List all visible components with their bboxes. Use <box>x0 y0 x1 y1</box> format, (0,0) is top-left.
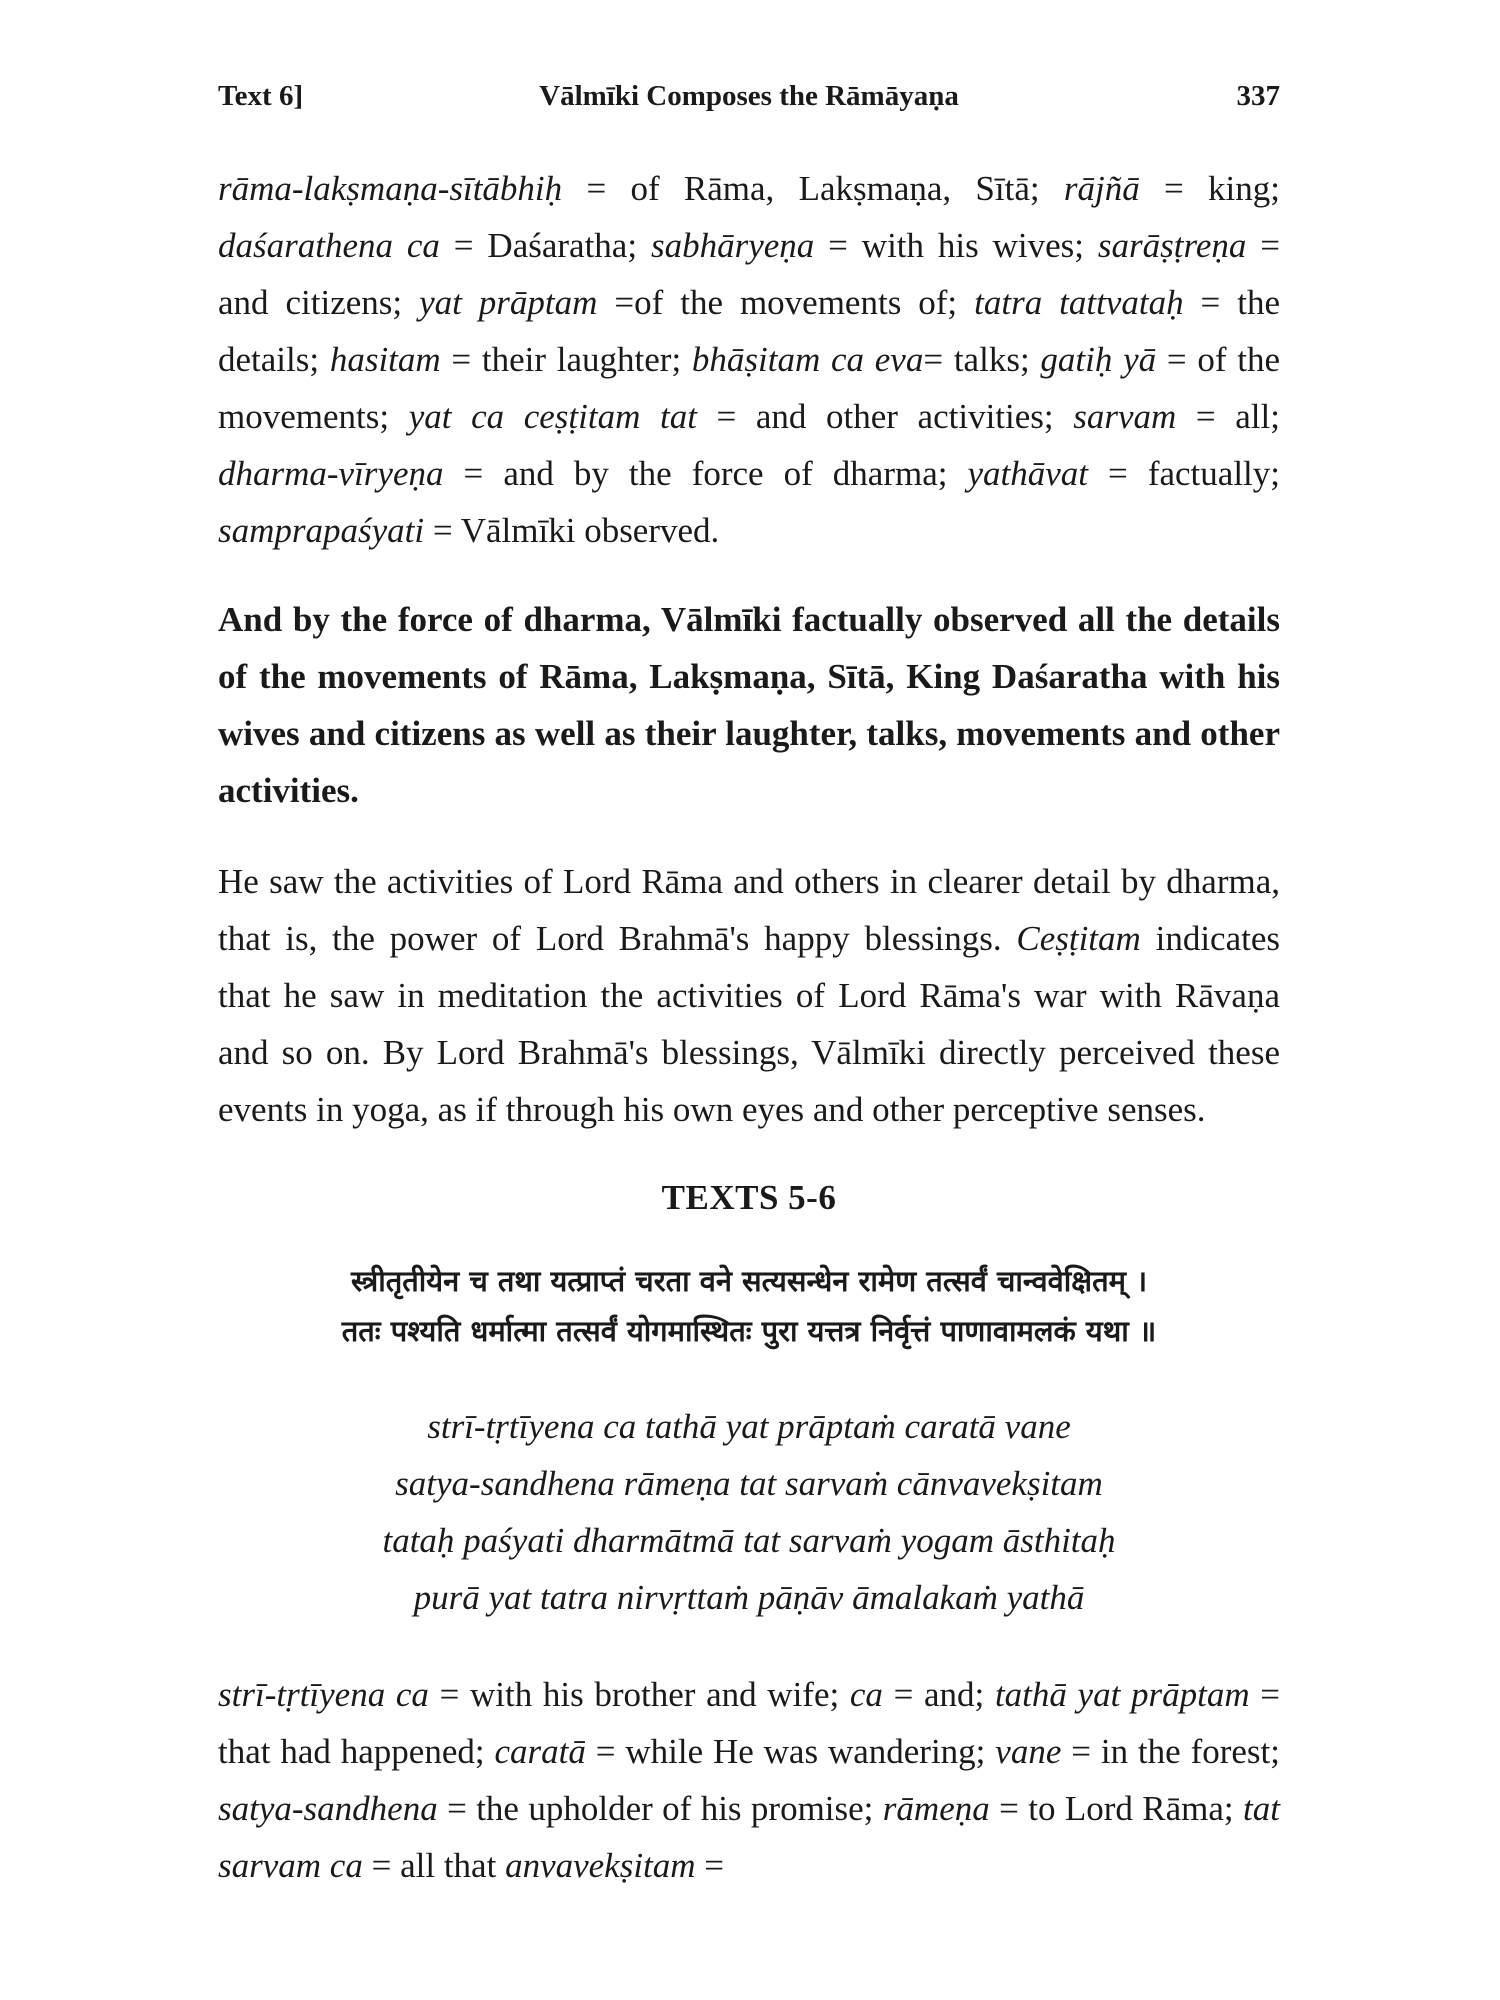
sanskrit-term: satya-sandhena <box>218 1789 438 1828</box>
sanskrit-term: sabhāryeṇa <box>650 226 815 265</box>
gloss-text: indicates that he saw in meditation the activities of Lord Rāma's war with Rāvaṇa and so on. By Lord Brahmā's blessings, Vālmīki directly perceived these events in yoga, as if through his own eyes and other perceptive senses. <box>218 919 1280 1129</box>
sanskrit-term: yat ca ceṣṭitam tat <box>408 397 697 436</box>
running-head <box>218 80 1280 120</box>
gloss-text: = in the forest; <box>1061 1732 1280 1771</box>
book-page <box>218 80 1280 1926</box>
purport-paragraph <box>218 853 1280 1138</box>
sanskrit-term: tatra tattvataḥ <box>974 283 1184 322</box>
sanskrit-term: gatiḥ yā <box>1040 340 1157 379</box>
sanskrit-term: yathāvat <box>967 454 1089 493</box>
sanskrit-term: rāma-lakṣmaṇa-sītābhiḥ <box>218 169 563 208</box>
page-number: 337 <box>1236 80 1280 112</box>
verse-line: tataḥ paśyati dharmātmā tat sarvaṁ yogam āsthitaḥ <box>382 1521 1116 1560</box>
gloss-text: = talks; <box>923 340 1041 379</box>
gloss-text: = Daśaratha; <box>439 226 651 265</box>
sanskrit-term: vane <box>995 1732 1062 1771</box>
gloss-text: = while He was wandering; <box>585 1732 996 1771</box>
sanskrit-term: anvavekṣitam <box>505 1846 696 1885</box>
sanskrit-term: tathā yat prāptam <box>994 1675 1250 1714</box>
synonyms-paragraph-1 <box>218 160 1280 559</box>
gloss-text: = king; <box>1139 169 1280 208</box>
gloss-text: = with his brother and wife; <box>428 1675 850 1714</box>
sanskrit-term: Ceṣṭitam <box>1016 919 1141 958</box>
gloss-text: = and by the force of dharma; <box>443 454 968 493</box>
sanskrit-term: caratā <box>494 1732 586 1771</box>
running-head-title: Vālmīki Composes the Rāmāyaṇa <box>539 80 959 112</box>
sanskrit-term: sarāṣṭreṇa <box>1097 226 1247 265</box>
gloss-text: He saw the activities of Lord Rāma and others in clearer detail by dharma, that is, the power of Lord Brahmā's happy blessings. <box>218 862 1280 958</box>
translation-paragraph: And by the force of dharma, Vālmīki factually observed all the details of the movements of Rāma, Lakṣmaṇa, Sītā, King Daśaratha with his wives and citizens as well as their laughter, talks, movements and other activities. <box>218 600 1280 810</box>
gloss-text: = with his wives; <box>814 226 1098 265</box>
sanskrit-term: tat sarvam ca <box>218 1789 1280 1885</box>
devanagari-line: ततः पश्यति धर्मात्मा तत्सर्वं योगमास्थितः पुरा यत्तत्र निर्वृत्तं पाणावामलकं यथा ॥ <box>341 1314 1157 1348</box>
gloss-text: = that had happened; <box>218 1675 1280 1771</box>
sanskrit-term: yat prāptam <box>419 283 598 322</box>
devanagari-line: स्त्रीतृतीयेन च तथा यत्प्राप्तं चरता वने सत्यसन्धेन रामेण तत्सर्वं चान्ववेक्षितम् । <box>350 1264 1148 1298</box>
sanskrit-term: dharma-vīryeṇa <box>218 454 444 493</box>
sanskrit-term: ca <box>849 1675 883 1714</box>
texts-heading: TEXTS 5-6 <box>661 1178 837 1217</box>
verse-line: purā yat tatra nirvṛttaṁ pāṇāv āmalakaṁ yathā <box>413 1578 1085 1617</box>
sanskrit-term: rāmeṇa <box>882 1789 990 1828</box>
sanskrit-term: bhāṣitam ca eva <box>691 340 924 379</box>
gloss-text: = to Lord Rāma; <box>989 1789 1244 1828</box>
gloss-text: = and other activities; <box>696 397 1074 436</box>
synonyms-paragraph-2 <box>218 1666 1280 1894</box>
running-head-text-ref: Text 6] <box>218 80 304 112</box>
gloss-text: = all; <box>1176 397 1280 436</box>
gloss-text: = and; <box>882 1675 995 1714</box>
verse-line: strī-tṛtīyena ca tathā yat prāptaṁ caratā vane <box>427 1407 1071 1446</box>
sanskrit-term: hasitam <box>329 340 441 379</box>
gloss-text: = their laughter; <box>440 340 692 379</box>
devanagari-verse <box>218 1256 1280 1356</box>
gloss-text: = all that <box>362 1846 506 1885</box>
sanskrit-term: daśarathena ca <box>218 226 440 265</box>
sanskrit-term: samprapaśyati <box>218 511 425 550</box>
gloss-text: = the upholder of his promise; <box>437 1789 883 1828</box>
gloss-text: = and citizens; <box>218 226 1280 322</box>
verse-line: satya-sandhena rāmeṇa tat sarvaṁ cānvavekṣitam <box>395 1464 1103 1503</box>
sanskrit-term: strī-tṛtīyena ca <box>218 1675 429 1714</box>
gloss-text: = factually; <box>1088 454 1280 493</box>
gloss-text: =of the movements of; <box>597 283 975 322</box>
sanskrit-term: sarvam <box>1073 397 1177 436</box>
sanskrit-term: rājñā <box>1063 169 1140 208</box>
transliterated-verse <box>218 1398 1280 1626</box>
gloss-text: = of the movements; <box>218 340 1281 436</box>
gloss-text: = the details; <box>218 283 1281 379</box>
gloss-text: = <box>695 1846 725 1885</box>
gloss-text: = Vālmīki observed. <box>424 511 720 550</box>
gloss-text: = of Rāma, Lakṣmaṇa, Sītā; <box>562 169 1064 208</box>
